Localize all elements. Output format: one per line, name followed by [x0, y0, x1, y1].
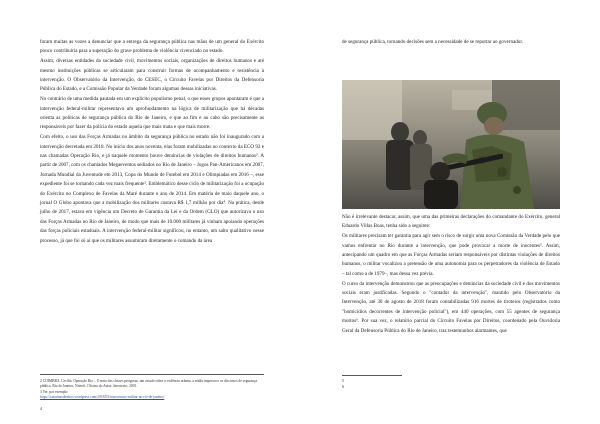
paragraph: Com efeito, o uso das Forças Armadas no âmbito da segurança pública no estado não foi inaugurado com a intervenção decretada em 2018. No início dos anos noventa, elas foram mobilizadas no contexto da ECO 92 e nas chamadas Operação Rio, e já naquele momento houve denúncias de violações de direitos humanos². A partir de 2007, com os chamados Megaeventos sediados no Rio de Janeiro – Jogos Pan-Americanos em 2007, Jornada Mundial da Juventude em 2013, Copa do Mundo de Futebol em 2014 e Olimpíadas em 2016 –, esse expediente foi se tornando cada vez mais frequente³. Emblemático desse ciclo de militarização foi a ocupação do Exército no Complexo de Favelas da Maré durante o ano de 2014. Em matéria de maio daquele ano, o jornal O Globo apontava que a mobilização dos militares custava R$ 1,7 milhão por dia⁴. Na prática, desde julho de 2017, estava em vigência um Decreto de Garantia da Lei e da Ordem (GLO) que autorizava o uso das Forças Armadas no Rio de Janeiro, de modo que mais de 10.000 militares já vinham apoiando operações das forças policiais estaduais. A intervenção federal-militar significou, no entanto, um salto qualitativo nesse processo, já que foi só aí que os militares assumiram diretamente o comando da área: [40, 134, 264, 244]
paragraph: Não é irrelevante destacar, assim, que uma das primeiras declarações do comandante do Exército, general Eduardo Villas Boas, tenha sido a seguinte:: [342, 214, 560, 230]
photo-illustration: [342, 80, 560, 209]
right-text-column-top: [342, 38, 560, 47]
right-page: [300, 0, 600, 424]
left-text-column: [40, 38, 264, 246]
soldier-photo: [342, 80, 560, 209]
footnote-link[interactable]: https://catarinasdireitos.wordpress.com/2018/03/intervencao-militar-no-rio-de-janeiro/: [40, 395, 165, 400]
right-text-column: [342, 213, 560, 336]
paragraph: O curso da intervenção demonstrou que as preocupações e denúncias da sociedade civil e dos movimentos sociais eram justificadas. Segundo o "contador da intervenção", mantido pelo Observatório da Intervenção, até 30 de agosto de 2018 foram contabilizadas 916 mortes de tiroteios (registrados como "homicídios decorrentes de intervenção policial"), em 440 operações, com 55 agentes de segurança mortos⁶. Por sua vez, o relatório parcial do Circuito Favelas por Direitos, coordenado pela Ouvidoria Geral da Defensoria Pública do Rio de Janeiro, traz testemunhos alarmantes, que: [342, 280, 560, 334]
paragraph: Os militares precisam ter garantia para agir sem o risco de surgir uma nova Comissão da Verdade pelo que vamos enfrentar no Rio durante a intervenção, que pode provocar a morte de inocentes⁵. Assim, antecipando um quadro em que as Forças Armadas seriam responsáveis por distintas violações de direitos humanos, o militar vocalizou a pretensão de uma autonomia para os perpetradores da violência de Estado – tal como a de 1979–, mas dessa vez prévia.: [342, 233, 560, 277]
footnote-5: 5: [342, 378, 345, 383]
footnote-2: 2 COIMBRA, Cecília. Operação Rio – O mito das classes perigosas: um estudo sobre a violência urbana, a mídia impressa e os discursos de segurança pública. Rio de Janeiro; Niterói: Oficina do Autor; Intertexto, 2001.: [40, 379, 258, 389]
right-footnotes: [342, 375, 402, 389]
paragraph: Assim, diversas entidades da sociedade civil, movimentos sociais, organizações de direitos humanos e até mesmo instituições públicas se articularam para construir formas de acompanhamento e resistência à intervenção. O Observatório da Intervenção, do CESEC, o Circuito Favelas por Direitos da Defensoria Pública do Estado, e a Comissão Popular da Verdade foram algumas dessas iniciativas.: [40, 58, 264, 93]
footnotes: [40, 374, 264, 401]
paragraph: de segurança pública, tornando decisões sem a necessidade de se reportar ao governador.: [342, 39, 524, 45]
footnote-6: 6: [342, 383, 345, 389]
paragraph: foram muitas as vozes a denunciar que a entrega da segurança pública nas mãos de um general do Exército pouco contribuiria para a superação do grave problema de violência vivenciado no estado.: [40, 39, 264, 55]
footnote-3: 3 Ver, por exemplo:: [40, 389, 69, 394]
paragraph: No contrário de uma medida pautada em um explícito populismo penal, o que esses grupos apontaram é que a intervenção federal-militar representava um aprofundamento na lógica de militarização que há décadas orienta as políticas de segurança pública do Rio de Janeiro, e que ao fim e ao cabo são precisamente as responsáveis por fazer da polícia do estado aquela que mais mata e que mais morre.: [40, 96, 264, 131]
page-number: 4: [40, 406, 43, 411]
